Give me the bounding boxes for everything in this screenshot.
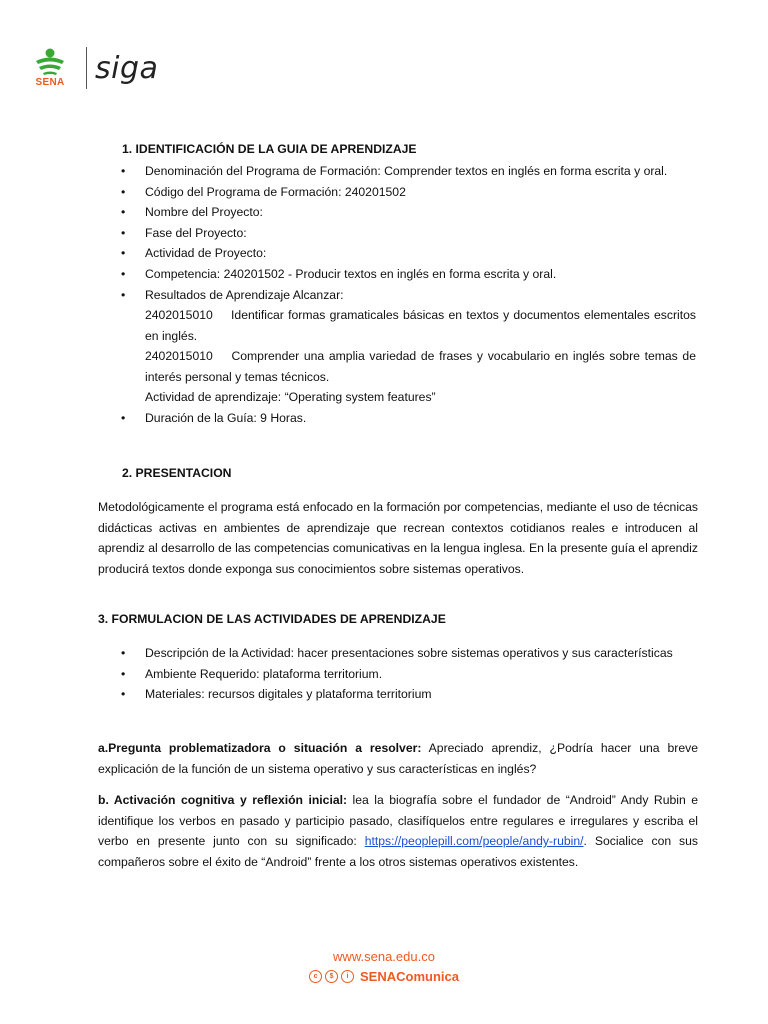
section2-heading — [122, 466, 698, 480]
result-text: Identificar formas gramaticales básicas en textos y documentos elementales escritos en inglés. — [145, 308, 696, 343]
section3-list — [121, 643, 696, 705]
learning-result — [145, 346, 696, 387]
section-heading: 1. IDENTIFICACIÓN DE LA GUIA DE APRENDIZAJE — [122, 142, 417, 156]
result-text: Comprender una amplia variedad de frases y vocabulario en inglés sobre temas de interés personal y temas técnicos. — [145, 349, 696, 384]
list-item: • Descripción de la Actividad: hacer presentaciones sobre sistemas operativos y sus características — [121, 643, 696, 664]
sena-logo — [20, 40, 80, 96]
andy-rubin-link[interactable]: https://peoplepill.com/people/andy-rubin/ — [364, 834, 584, 848]
footer-social — [0, 969, 768, 984]
section-heading: 3. FORMULACION DE LAS ACTIVIDADES DE APRENDIZAJE — [98, 612, 446, 626]
learning-result — [145, 305, 696, 346]
result-code: 2402015010 — [145, 349, 213, 364]
activation-text: lea la biografía sobre el fundador de “Android” Andy Rubin e identifique los verbos en pasado y participio pasado, clasifíquelos entre regulares e irregulares y escriba el verbo en presente junto con su significado: — [98, 793, 698, 848]
list-item: • Duración de la Guía: 9 Horas. — [121, 408, 696, 429]
social-handle: SENAComunica — [360, 969, 459, 984]
question-label: a.Pregunta problematizadora o situación a resolver: — [98, 741, 422, 755]
results-label: • Resultados de Aprendizaje Alcanzar: — [145, 287, 344, 302]
list-item: • Denominación del Programa de Formación: Comprender textos en inglés en forma escrita y oral. — [121, 161, 696, 182]
list-item: • Código del Programa de Formación: 240201502 — [121, 182, 696, 203]
sena-brand-text: SENA — [35, 77, 65, 88]
activation-text-end: . Socialice con sus compañeros sobre el éxito de “Android” frente a los otros sistemas operativos existentes. — [98, 834, 698, 869]
header-logos — [20, 40, 340, 96]
list-item: • Fase del Proyecto: — [121, 223, 696, 244]
result-code: 2402015010 — [145, 308, 213, 323]
sena-figure-icon — [33, 48, 67, 76]
section1-list — [121, 161, 696, 428]
list-item: • Ambiente Requerido: plataforma territorium. — [121, 664, 696, 685]
section2-body — [98, 497, 698, 579]
list-item — [121, 285, 696, 408]
list-item: • Actividad de Proyecto: — [121, 243, 696, 264]
list-item: • Materiales: recursos digitales y plataforma territorium — [121, 684, 696, 705]
section3-heading — [98, 612, 698, 626]
activation-paragraph — [98, 790, 698, 872]
nc-icon: $ — [325, 970, 338, 983]
list-item: • Nombre del Proyecto: — [121, 202, 696, 223]
logo-divider — [86, 47, 87, 89]
activation-label: b. Activación cognitiva y reflexión inicial: — [98, 793, 348, 807]
info-icon: i — [341, 970, 354, 983]
activity-line: Actividad de aprendizaje: “Operating system features” — [145, 390, 436, 405]
section-heading: 2. PRESENTACION — [122, 466, 232, 480]
footer-url[interactable]: www.sena.edu.co — [333, 949, 435, 964]
section1-heading — [122, 142, 698, 156]
question-text: Apreciado aprendiz, ¿Podría hacer una breve explicación de la función de un sistema operativo y sus características en inglés? — [98, 741, 698, 776]
paragraph: Metodológicamente el programa está enfocado en la formación por competencias, mediante el uso de técnicas didácticas activas en ambientes de aprendizaje que recrean contextos cotidianos reales e introducen al aprendiz al desarrollo de las competencias comunicativas en la lengua inglesa. En la presente guía el aprendiz producirá textos donde exponga sus conocimientos sobre sistemas operativos. — [98, 500, 698, 576]
cc-icon: c — [309, 970, 322, 983]
list-item: • Competencia: 240201502 - Producir textos en inglés en forma escrita y oral. — [121, 264, 696, 285]
question-paragraph — [98, 738, 698, 779]
siga-logo: siga — [95, 50, 159, 86]
